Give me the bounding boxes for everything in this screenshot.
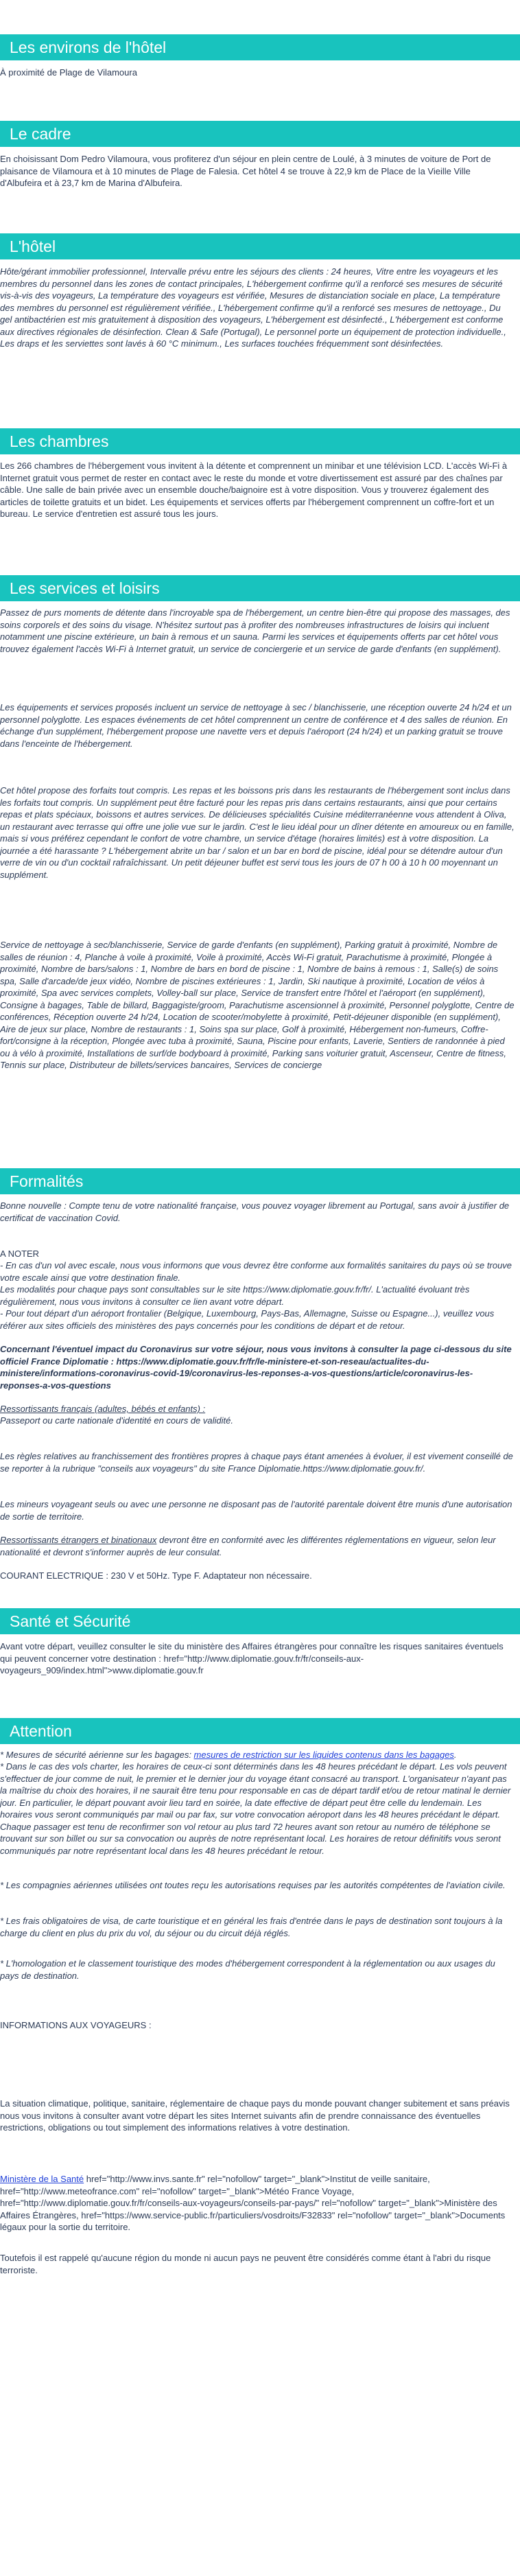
section-header-attention: Attention: [0, 1718, 520, 1744]
section-header-formalites: Formalités: [0, 1168, 520, 1194]
attention-paragraph-9: Toutefois il est rappelé qu'aucune région du monde ni aucun pays ne peuvent être considérés comme étant à l'abri du risque terroriste.: [0, 2253, 491, 2275]
attention-p1-prefix: * Mesures de sécurité aérienne sur les bagages:: [0, 1750, 194, 1760]
section-header-sante: Santé et Sécurité: [0, 1608, 520, 1634]
attention-paragraph-6: INFORMATIONS AUX VOYAGEURS :: [0, 2020, 152, 2030]
formalites-covid-notice: Concernant l'éventuel impact du Coronavirus sur votre séjour, nous vous invitons à consulter la page ci-dessous du site officiel France Diplomatie : https://www.diplomatie.gouv.fr/fr/le-ministere-et-son-reseau/actualites-du-ministere/informations-coronavirus-covid-19/coronavirus-les-reponses-a-vos-questions/article/coronavirus-les-reponses-a-vos-questions: [0, 1344, 512, 1391]
ministere-sante-link[interactable]: Ministère de la Santé: [0, 2174, 84, 2184]
services-paragraph-1: Passez de purs moments de détente dans l'incroyable spa de l'hébergement, un centre bien-être qui propose des massages, des soins corporels et des soins du visage. N'hésitez surtout pas à profiter des nombreuses infrastructures de loisirs qui incluent notamment une piscine extérieure, un bain à remous et un sauna. Parmi les services et équipements offerts par cet hôtel vous trouvez également l'accès Wi-Fi à Internet gratuit, un service de conciergerie et un service de garde d'enfants (en supplément).: [0, 607, 510, 654]
attention-paragraph-8: [0, 2173, 515, 2233]
section-header-services: Les services et loisirs: [0, 575, 520, 601]
formalites-note-2: Les modalités pour chaque pays sont consultables sur le site https://www.diplomatie.gouv.fr/fr/. L'actualité évoluant très régulièrement, nous vous invitons à consulter ce lien avant votre départ.: [0, 1284, 470, 1307]
formalites-etrangers-label: Ressortissants étrangers et binationaux: [0, 1535, 157, 1545]
services-paragraph-4: Service de nettoyage à sec/blanchisserie, Service de garde d'enfants (en supplément), Parking gratuit à proximité, Nombre de salles de réunion : 4, Planche à voile à proximité, Voile à proximité, Accès Wi-Fi gratuit, Parachutisme à proximité, Plongée à proximité, Nombre de bars/salons : 1, Nombre de bars en bord de piscine : 1, Nombre de bains à remous : 1, Salle(s) de soins spa, Salle d'arcade/de jeux vidéo, Nombre de piscines extérieures : 1, Jardin, Ski nautique à proximité, Location de vélos à proximité, Spa avec services complets, Volley-ball sur place, Service de transfert entre l'hôtel et l'aéroport (en supplément), Consigne à bagages, Table de billard, Baggagiste/groom, Parachutisme ascensionnel à proximité, Personnel polyglotte, Centre de conférences, Réception ouverte 24 h/24, Location de scooter/mobylette à proximité, Petit-déjeuner disponible (en supplément), Aire de jeux sur place, Nombre de restaurants : 1, Soins spa sur place, Golf à proximité, Hébergement non-fumeurs, Coffre-fort/consigne à la réception, Plongée avec tuba à proximité, Sauna, Piscine pour enfants, Laverie, Sentiers de randonnée à pied ou à vélo à proximité, Installations de surf/de bodyboard à proximité, Parking sans voiturier gratuit, Ascenseur, Centre de fitness, Tennis sur place, Distributeur de billets/services bancaires, Services de concierge: [0, 940, 515, 1070]
hotel-text: Hôte/gérant immobilier professionnel, Intervalle prévu entre les séjours des clients : 24 heures, Vitre entre les voyageurs et les membres du personnel dans les zones de contact principales, L'hébergement confirme qu'il a renforcé ses mesures de sécurité vis-à-vis des voyageurs, La température des voyageurs est vérifiée, Mesures de distanciation sociale en place, La température des membres du personnel est régulièrement vérifiée., L'hébergement confirme qu'il a renforcé ses mesures de nettoyage., Du gel antibactérien est mis gratuitement à disposition des voyageurs, L'hébergement est désinfecté., L'hébergement est conforme aux directives régionales de désinfection. Clean & Safe (Portugal), Le personnel porte un équipement de protection individuelle., Les draps et les serviettes sont lavés à 60 °C minimum., Les surfaces touchées fréquemment sont désinfectées.: [0, 266, 506, 349]
section-header-hotel: L'hôtel: [0, 233, 520, 259]
sante-text: Avant votre départ, veuillez consulter le site du ministère des Affaires étrangères pour connaître les risques sanitaires éventuels qui peuvent concerner votre destination : href="http://www.diplomatie.gouv.fr/fr/conseils-aux-voyageurs_909/index.html">www.diplomatie.gouv.fr: [0, 1641, 504, 1675]
section-header-chambres: Les chambres: [0, 428, 520, 454]
attention-paragraph-2: * Dans le cas des vols charter, les horaires de ceux-ci sont déterminés dans les 48 heures précédant le départ. Les vols peuvent s'effectuer de jour comme de nuit, le premier et le dernier jour du voyage étant consacré au transport. L'organisateur n'ayant pas la maîtrise du choix des horaires, il ne saurait être tenu pour responsable en cas de départ tardif et/ou de retour matinal le dernier jour. En particulier, le départ pouvant avoir lieu tard en soirée, la date effective de départ peut être celle du lendemain. Les horaires vous seront communiqués par mail ou par fax, sur votre convocation aéroport dans les 48 heures précédant le départ. Chaque passager est tenu de reconfirmer son vol retour au plus tard 72 heures avant son retour au numéro de téléphone se trouvant sur son billet ou sur sa convocation ou auprès de notre représentant local. Les horaires de retour définitifs vous seront communiqués par notre représentant local dans les 48 heures précédant le retour.: [0, 1761, 511, 1856]
formalites-etrangers: [0, 1534, 515, 1558]
services-paragraph-3: Cet hôtel propose des forfaits tout compris. Les repas et les boissons pris dans les restaurants de l'hébergement sont inclus dans les forfaits tout compris. Un supplément peut être facturé pour les repas pris dans certains restaurants, ainsi que pour certains repas et plats spéciaux, boissons et autres services. De délicieuses spécialités Cuisine méditerranéenne vous attendent à Oliva, un restaurant avec terrasse qui offre une jolie vue sur le jardin. C'est le lieu idéal pour un dîner détente en amoureux ou en famille, mais si vous préférez cependant le confort de votre chambre, un service d'étage (horaires limités) est à votre disposition. La journée a été harassante ? L'hébergement abrite un bar / salon et un bar en bord de piscine, idéal pour se détendre autour d'un verre de vin ou d'un cocktail rafraîchissant. Un petit déjeuner buffet est servi tous les jours de 07 h 00 à 10 h 00 moyennant un supplément.: [0, 785, 515, 880]
formalites-note-3: - Pour tout départ d'un aéroport frontalier (Belgique, Luxembourg, Pays-Bas, Allemagne, Suisse ou Espagne...), veuillez vous référer aux sites officiels des ministères des pays concernés pour les conditions de départ et de retour.: [0, 1308, 495, 1331]
attention-p8-rest: href="http://www.invs.sante.fr" rel="nofollow" target="_blank">Institut de veille sanitaire, href="http://www.meteofrance.com" rel="nofollow" target="_blank">Météo France Voyage, href="http://www.diplomatie.gouv.fr/fr/conseils-aux-voyageurs/conseils-par-pays/" rel="nofollow" target="_blank">Ministère des Affaires Étrangères, href="https://www.service-public.fr/particuliers/vosdroits/F32833" rel="nofollow" target="_blank">Documents légaux pour la sortie du territoire.: [0, 2174, 506, 2232]
attention-paragraph-4: * Les frais obligatoires de visa, de carte touristique et en général les frais d'entrée dans le pays de destination sont toujours à la charge du client en plus du prix du vol, du séjour ou du circuit déjà réglés.: [0, 1916, 503, 1938]
attention-p1-suffix: .: [453, 1750, 457, 1760]
formalites-note-label: A NOTER: [0, 1249, 40, 1259]
formalites-french-label: Ressortissants français (adultes, bébés et enfants) :: [0, 1404, 206, 1414]
formalites-french-text: Passeport ou carte nationale d'identité en cours de validité.: [0, 1415, 233, 1426]
liquids-restriction-link[interactable]: mesures de restriction sur les liquides contenus dans les bagages: [193, 1750, 454, 1760]
services-paragraph-2: Les équipements et services proposés incluent un service de nettoyage à sec / blanchisserie, une réception ouverte 24 h/24 et un personnel polyglotte. Les espaces événements de cet hôtel comprennent un centre de conférence et 4 des salles de réunion. En échange d'un supplément, l'hébergement propose une navette vers et depuis l'aéroport (24 h/24) et un parking gratuit se trouve dans l'enceinte de l'hébergement.: [0, 702, 512, 749]
attention-paragraph-3: * Les compagnies aériennes utilisées ont toutes reçu les autorisations requises par les autorités compétentes de l'aviation civile.: [0, 1880, 506, 1890]
formalites-etrangers-text: devront être en conformité avec les différentes réglementations en vigueur, selon leur nationalité et devront s'informer auprès de leur consulat.: [0, 1535, 496, 1557]
section-header-environs: Les environs de l'hôtel: [0, 34, 520, 60]
attention-paragraph-5: * L'homologation et le classement touristique des modes d'hébergement correspondent à la réglementation ou aux usages du pays de destination.: [0, 1958, 495, 1981]
attention-paragraph-7: La situation climatique, politique, sanitaire, réglementaire de chaque pays du monde pouvant changer subitement et sans préavis nous vous invitons à consulter avant votre départ les sites Internet suivants afin de prendre connaissance des éventuelles restrictions, obligations ou tout simplement des informations relatives à votre destination.: [0, 2098, 510, 2133]
formalites-mineurs: Les mineurs voyageant seuls ou avec une personne ne disposant pas de l'autorité parentale doivent être munis d'une autorisation de sortie de territoire.: [0, 1499, 512, 1522]
cadre-text: En choisissant Dom Pedro Vilamoura, vous profiterez d'un séjour en plein centre de Loulé, à 3 minutes de voiture de Port de plaisance de Vilamoura et à 10 minutes de Plage de Falesia. Cet hôtel 4 se trouve à 22,9 km de Place de la Vieille Ville d'Albufeira et à 23,7 km de Marina d'Albufeira.: [0, 154, 491, 188]
formalites-note-1: - En cas d'un vol avec escale, nous vous informons que vous devrez être conforme aux formalités sanitaires du pays où se trouve votre escale ainsi que votre destination finale.: [0, 1260, 512, 1283]
formalites-paragraph-1: Bonne nouvelle : Compte tenu de votre nationalité française, vous pouvez voyager librement au Portugal, sans avoir à justifier de certificat de vaccination Covid.: [0, 1200, 510, 1223]
formalites-courant: COURANT ELECTRIQUE : 230 V et 50Hz. Type F. Adaptateur non nécessaire.: [0, 1570, 312, 1581]
section-header-cadre: Le cadre: [0, 121, 520, 147]
chambres-text: Les 266 chambres de l'hébergement vous invitent à la détente et comprennent un minibar et une télévision LCD. L'accès Wi-Fi à Internet gratuit vous permet de rester en contact avec le reste du monde et votre divertissement est assuré par des chaînes par câble. Une salle de bain privée avec un ensemble douche/baignoire est à votre disposition. Vous y trouverez également des articles de toilette gratuits et un bidet. Les équipements et services offerts par l'hébergement comprennent un coffre-fort et un bureau. Le service d'entretien est assuré tous les jours.: [0, 461, 508, 519]
attention-paragraph-1: [0, 1749, 515, 1761]
formalites-regles: Les règles relatives au franchissement des frontières propres à chaque pays étant amenées à évoluer, il est vivement conseillé de se reporter à la rubrique "conseils aux voyageurs" du site France Diplomatie.https://www.diplomatie.gouv.fr/.: [0, 1451, 513, 1474]
environs-text: À proximité de Plage de Vilamoura: [0, 67, 137, 78]
